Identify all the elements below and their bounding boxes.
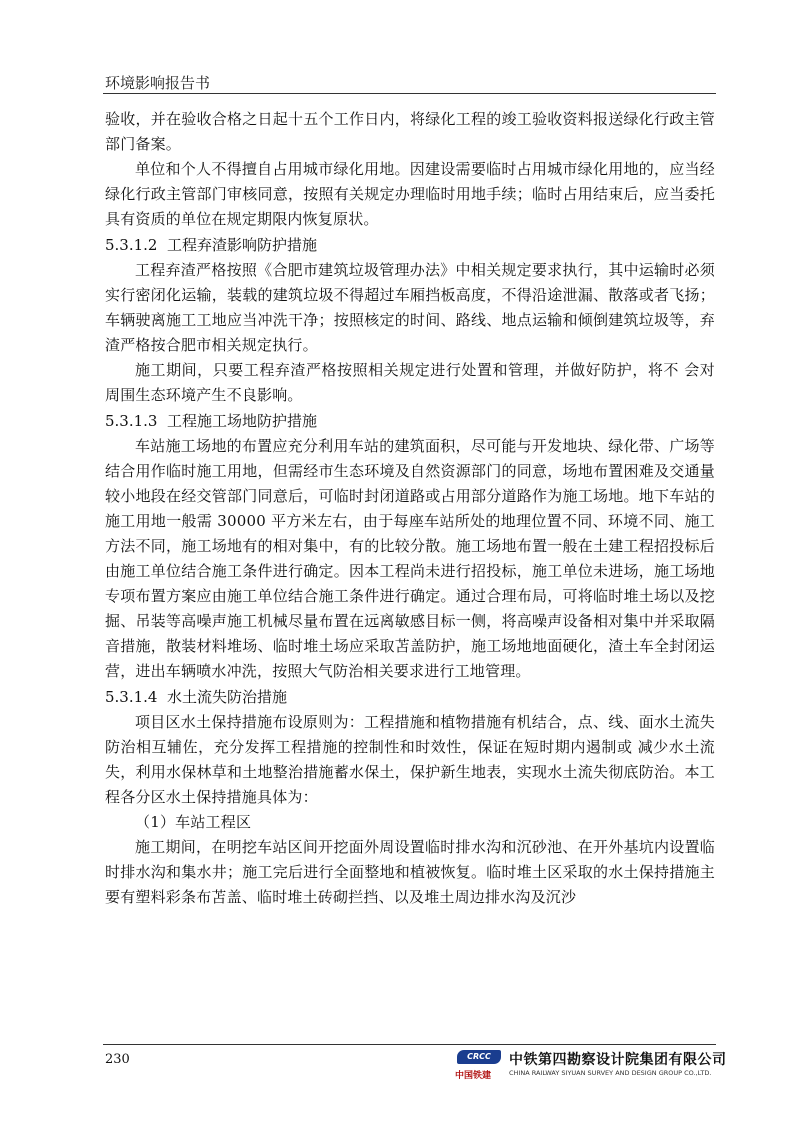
section-title: 工程施工场地防护措施 (167, 412, 318, 430)
company-name-cn: 中铁第四勘察设计院集团有限公司 (509, 1052, 727, 1068)
logo-subtitle: 中国铁建 (455, 1071, 492, 1081)
section-number: 5.3.1.3 (105, 412, 158, 430)
paragraph-1: 验收，并在验收合格之日起十五个工作日内，将绿化工程的竣工验收资料报送绿化行政主管部门备案。 (105, 110, 715, 153)
document-header-title: 环境影响报告书 (105, 74, 211, 92)
section-number: 5.3.1.2 (105, 236, 158, 254)
section-title: 工程弃渣影响防护措施 (167, 236, 318, 254)
company-name-en: CHINA RAILWAY SIYUAN SURVEY AND DESIGN GROUP CO.,LTD. (509, 1069, 712, 1077)
section-number: 5.3.1.4 (105, 688, 158, 706)
subsection-label: （1）车站工程区 (135, 813, 252, 831)
paragraph-3: 工程弃渣严格按照《合肥市建筑垃圾管理办法》中相关规定要求执行，其中运输时必须实行密闭化运输，装载的建筑垃圾不得超过车厢挡板高度，不得沿途泄漏、散落或者飞扬；车辆驶离施工工地应当冲洗干净；按照核定的时间、路线、地点运输和倾倒建筑垃圾等，弃渣严格按合肥市相关规定执行。 (105, 261, 715, 354)
paragraph-4: 施工期间，只要工程弃渣严格按照相关规定进行处置和管理，并做好防护，将不 会对周围生态环境产生不良影响。 (105, 361, 715, 404)
section-title: 水土流失防治措施 (167, 688, 288, 706)
section-heading-5-3-1-3 (105, 408, 715, 434)
paragraph-2: 单位和个人不得擅自占用城市绿化用地。因建设需要临时占用城市绿化用地的，应当经绿化行政主管部门审核同意，按照有关规定办理临时用地手续；临时占用结束后，应当委托具有资质的单位在规定期限内恢复原状。 (105, 160, 715, 228)
crcc-logo-icon: CRCC (457, 1050, 501, 1064)
footer-divider (103, 1044, 716, 1045)
section-heading-5-3-1-4 (105, 684, 715, 710)
page-body (105, 107, 715, 910)
paragraph-7: 施工期间，在明挖车站区间开挖面外周设置临时排水沟和沉砂池、在开外基坑内设置临时排水沟和集水井；施工完后进行全面整地和植被恢复。临时堆土区采取的水土保持措施主要有塑料彩条布苫盖、临时堆土砖砌拦挡、以及堆土周边排水沟及沉沙 (105, 838, 715, 906)
section-heading-5-3-1-2 (105, 232, 715, 258)
paragraph-5: 车站施工场地的布置应充分利用车站的建筑面积，尽可能与开发地块、绿化带、广场等结合用作临时施工用地，但需经市生态环境及自然资源部门的同意，场地布置困难及交通量较小地段在经交管部门同意后，可临时封闭道路或占用部分道路作为施工场地。地下车站的施工用地一般需 30000 平方米左右，由于每座车站所处的地理位置不同、环境不同、施工方法不同，施工场地有的相对集中，有的比较分散。施工场地布置一般在土建工程招投标后由施工单位结合施工条件进行确定。因本工程尚未进行招投标，施工单位未进场，施工场地专项布置方案应由施工单位结合施工条件进行确定。通过合理布局，可将临时堆土场以及挖掘、吊装等高噪声施工机械尽量布置在远离敏感目标一侧，将高噪声设备相对集中并采取隔音措施，散装材料堆场、临时堆土场应采取苫盖防护，施工场地地面硬化，渣土车全封闭运营，进出车辆喷水冲洗，按照大气防治相关要求进行工地管理。 (105, 437, 715, 680)
company-block (455, 1049, 727, 1083)
paragraph-6: 项目区水土保持措施布设原则为：工程措施和植物措施有机结合，点、线、面水土流失防治相互辅佐，充分发挥工程措施的控制性和时效性，保证在短时期内遏制或 减少水土流失，利用水保林草和土地整治措施蓄水保土，保护新生地表，实现水土流失彻底防治。本工程各分区水土保持措施具体为： (105, 713, 715, 806)
header-divider (103, 93, 716, 94)
page-number: 230 (105, 1052, 130, 1067)
company-logo (455, 1049, 505, 1083)
